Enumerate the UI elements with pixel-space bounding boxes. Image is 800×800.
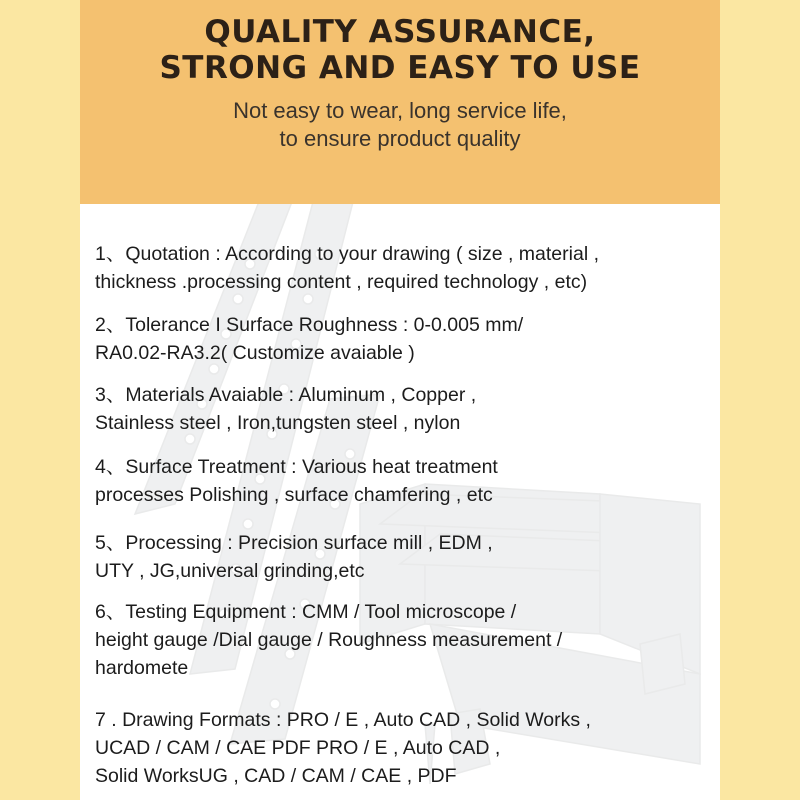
- list-item-materials: [95, 381, 710, 437]
- list-item-line: 4、Surface Treatment : Various heat treatment: [95, 456, 498, 478]
- title-line-1: QUALITY ASSURANCE,: [204, 14, 596, 50]
- list-item-line: thickness .processing content , required technology , etc): [95, 271, 588, 293]
- header-banner: [80, 0, 720, 204]
- list-item-line: UTY , JG,universal grinding,etc: [95, 560, 365, 582]
- list-item-line: 6、Testing Equipment : CMM / Tool microscope /: [95, 601, 517, 623]
- list-item-line: height gauge /Dial gauge / Roughness measurement /: [95, 629, 563, 651]
- list-item-processing: [95, 529, 710, 585]
- list-item-line: processes Polishing , surface chamfering , etc: [95, 484, 493, 506]
- list-item-quotation: [95, 240, 710, 296]
- list-item-testing-equipment: [95, 598, 710, 682]
- list-item-surface-treatment: [95, 453, 710, 509]
- content-card: [80, 0, 720, 800]
- subtitle-line-2: to ensure product quality: [279, 126, 521, 151]
- list-item-line: hardomete: [95, 657, 189, 679]
- title-line-2: STRONG AND EASY TO USE: [159, 50, 641, 86]
- list-item-line: 5、Processing : Precision surface mill , EDM ,: [95, 532, 493, 554]
- list-item-line: 1、Quotation : According to your drawing ( size , material ,: [95, 243, 599, 265]
- list-item-drawing-formats: [95, 706, 710, 790]
- list-item-line: 3、Materials Avaiable : Aluminum , Copper ,: [95, 384, 477, 406]
- list-item-line: 2、Tolerance I Surface Roughness : 0-0.005 mm/: [95, 314, 524, 336]
- list-item-line: RA0.02-RA3.2( Customize avaiable ): [95, 342, 415, 364]
- list-item-line: Solid WorksUG , CAD / CAM / CAE , PDF: [95, 765, 457, 787]
- list-item-line: 7 . Drawing Formats : PRO / E , Auto CAD , Solid Works ,: [95, 709, 591, 731]
- subtitle-line-1: Not easy to wear, long service life,: [233, 98, 567, 123]
- list-item-line: Stainless steel , Iron,tungsten steel , nylon: [95, 412, 461, 434]
- list-item-tolerance: [95, 311, 710, 367]
- list-item-line: UCAD / CAM / CAE PDF PRO / E , Auto CAD ,: [95, 737, 501, 759]
